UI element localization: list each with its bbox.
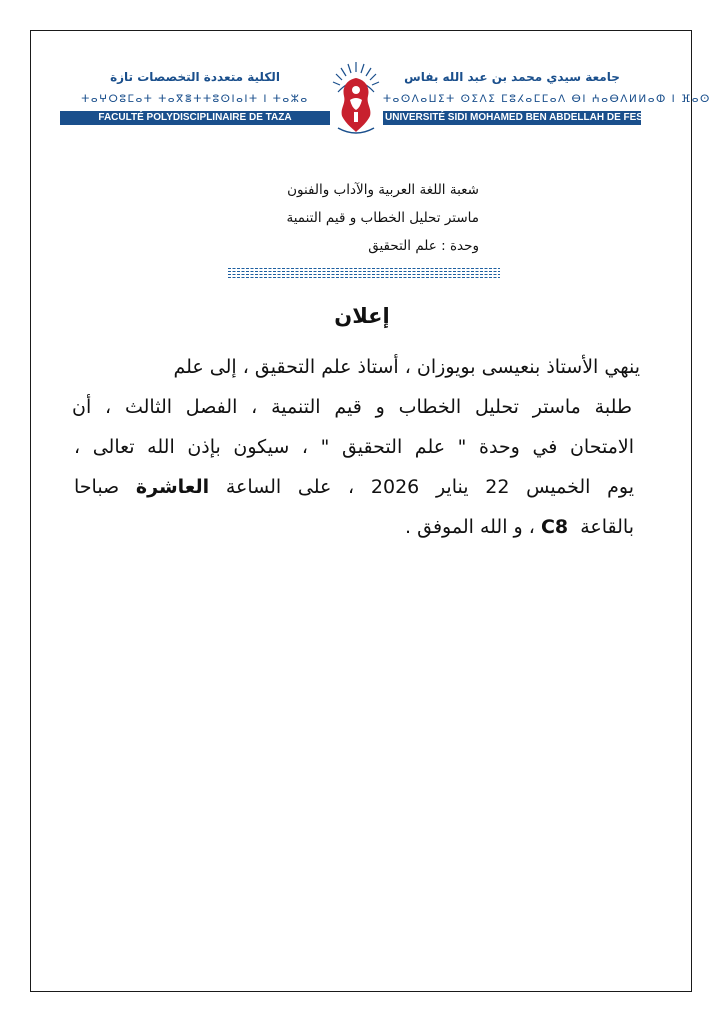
university-emblem-icon [328, 58, 384, 138]
department-name: شعبة اللغة العربية والآداب والفنون [287, 182, 479, 198]
university-header [383, 70, 711, 125]
page-border [30, 30, 711, 992]
master-program: ماستر تحليل الخطاب و قيم التنمية [286, 210, 479, 226]
faculty-name-french: FACULTÉ POLYDISCIPLINAIRE DE TAZA [60, 111, 330, 125]
exam-date-text: يوم الخميس 22 يناير 2026 ، على الساعة [225, 476, 634, 498]
morning-text: صباحا [74, 476, 120, 498]
faculty-name-arabic: الكلية متعددة التخصصات تازة [110, 70, 280, 84]
university-name-french: UNIVERSITÉ SIDI MOHAMED BEN ABDELLAH DE FES [385, 112, 643, 123]
body-line-2: طلبة ماستر تحليل الخطاب و قيم التنمية ، الفصل الثالث ، أن [72, 396, 632, 418]
university-name-tifinagh: ⵜⴰⵙⴷⴰⵡⵉⵜ ⵙⵉⴷⵉ ⵎⵓⵃⴰⵎⵎⴰⴷ ⴱⵏ ⵄⴰⴱⴷⵍⵍⴰⵀ ⵏ ⴼⴰⵙ [383, 93, 711, 105]
exam-hour: العاشرة [135, 476, 210, 498]
closing-text: ، و الله الموفق . [405, 516, 535, 538]
dotted-separator [228, 268, 500, 280]
body-line-5 [74, 516, 634, 538]
body-line-3: الامتحان في وحدة " علم التحقيق " ، سيكون بإذن الله تعالى ، [74, 436, 634, 458]
faculty-name-tifinagh: ⵜⴰⵖⵔⵓⵎⴰⵜ ⵜⴰⴳⴻⵜⵜⵓⵙⵏⴰⵏⵜ ⵏ ⵜⴰⵣⴰ [81, 93, 309, 105]
university-name-arabic: جامعة سيدي محمد بن عبد الله بفاس [404, 70, 620, 84]
module-name: وحدة : علم التحقيق [368, 238, 479, 254]
room-label: بالقاعة [580, 516, 634, 538]
body-line-4 [74, 476, 634, 498]
announcement-title: إعلان [334, 304, 390, 328]
room-number: C8 [540, 516, 569, 538]
faculty-header [60, 70, 330, 125]
body-line-1: ينهي الأستاذ بنعيسى بويوزان ، أستاذ علم التحقيق ، إلى علم [173, 356, 640, 378]
